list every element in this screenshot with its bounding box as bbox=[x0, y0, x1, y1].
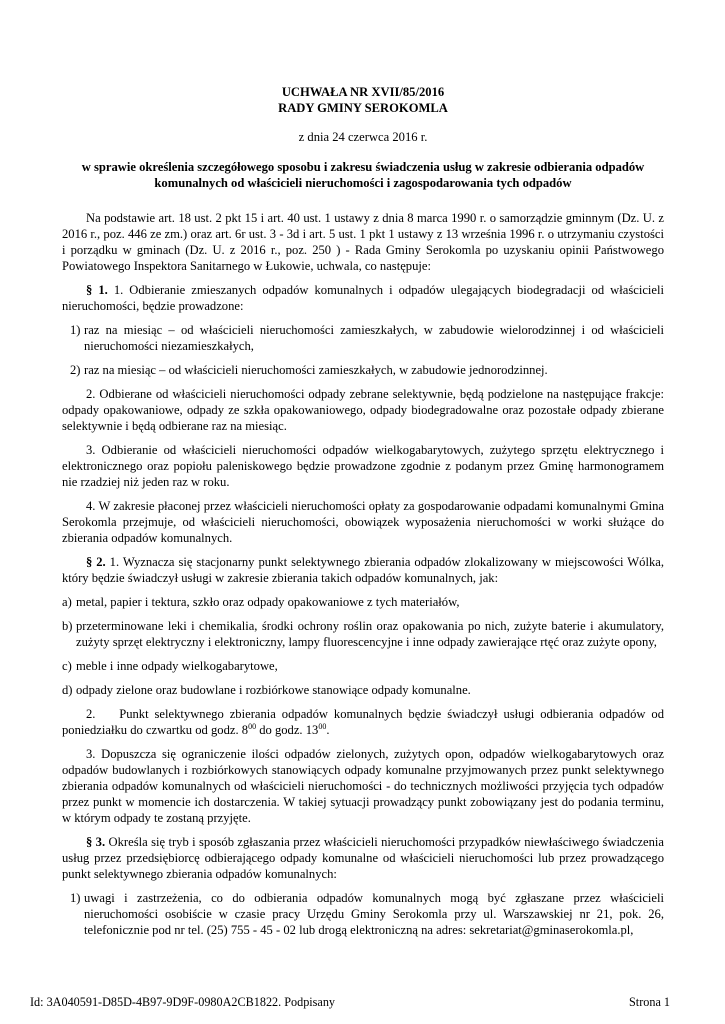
list-item bbox=[62, 682, 664, 698]
section-1-label: § 1. bbox=[86, 283, 108, 297]
hour-superscript: 00 bbox=[318, 722, 327, 731]
section-3-label: § 3. bbox=[86, 835, 106, 849]
resolution-title: UCHWAŁA NR XVII/85/2016 bbox=[281, 85, 445, 99]
page-footer bbox=[30, 994, 670, 1010]
section-3-paragraph-1 bbox=[62, 834, 664, 882]
section-2-paragraph-1 bbox=[62, 554, 664, 586]
section-1-p1-text: 1. Odbieranie zmieszanych odpadów komunalnych i odpadów ulegających biodegradacji od właścicieli nieruchomości, będzie prowadzone: bbox=[62, 283, 664, 313]
list-item-text: metal, papier i tektura, szkło oraz odpady opakowaniowe z tych materiałów, bbox=[76, 595, 460, 609]
list-item-text: uwagi i zastrzeżenia, co do odbierania odpadów komunalnych mogą być zgłaszane przez właścicieli nieruchomości osobiście w czasie pracy Urzędu Gminy Serokomla przy ul. Warszawskiej nr 21, pok. 26, telefonicznie pod nr tel. (25) 755 - 45 - 02 lub drogą elektroniczną na adres: sekretariat@gminaserokomla.pl, bbox=[84, 891, 664, 937]
section-2-paragraph-2 bbox=[62, 706, 664, 738]
list-item-number: 2) bbox=[70, 363, 81, 377]
document-id: Id: 3A040591-D85D-4B97-9D9F-0980A2CB1822. Podpisany bbox=[30, 995, 336, 1009]
council-name: RADY GMINY SEROKOMLA bbox=[278, 101, 448, 115]
list-item-number: 1) bbox=[70, 323, 81, 337]
list-item-text: meble i inne odpady wielkogabarytowe, bbox=[76, 659, 278, 673]
preamble: Na podstawie art. 18 ust. 2 pkt 15 i art. 40 ust. 1 ustawy z dnia 8 marca 1990 r. o samorządzie gminnym (Dz. U. z 2016 r., poz. 446 ze zm.) oraz art. 6r ust. 3 - 3d i art. 5 ust. 1 pkt 1 ustawy z 13 września 1996 r. o utrzymaniu czystości i porządku w gminach (Dz. U. z 2016 r., poz. 250 ) - Rada Gminy Serokomla po uzyskaniu opinii Państwowego Powiatowego Inspektora Sanitarnego w Łukowie, uchwala, co następuje: bbox=[62, 211, 664, 273]
list-item bbox=[70, 890, 664, 938]
section-1-paragraph-2: 2. Odbierane od właścicieli nieruchomości odpady zebrane selektywnie, będą podzielone na następujące frakcje: odpady opakowaniowe, odpady ze szkła opakowaniowego, odpady biodegradowalne oraz pozostałe odpady zbierane selektywnie i będą odbierane raz na miesiąc. bbox=[62, 387, 664, 433]
list-item-letter: d) bbox=[62, 683, 73, 697]
document-page bbox=[62, 84, 664, 938]
section-2-p2-text-c: . bbox=[326, 723, 330, 737]
list-item-text: odpady zielone oraz budowlane i rozbiórkowe stanowiące odpady komunalne. bbox=[76, 683, 471, 697]
page-number: Strona 1 bbox=[629, 995, 670, 1009]
list-item bbox=[62, 594, 664, 610]
section-2-p2-text-b: do godz. 13 bbox=[256, 723, 319, 737]
list-item bbox=[62, 658, 664, 674]
list-item-letter: b) bbox=[62, 619, 73, 633]
section-2-p1-text: 1. Wyznacza się stacjonarny punkt selektywnego zbierania odpadów zlokalizowany w miejscowości Wólka, który będzie świadczył usługi w zakresie zbierania takich odpadów komunalnych, jak: bbox=[62, 555, 664, 585]
resolution-subject: w sprawie określenia szczegółowego sposobu i zakresu świadczenia usług w zakresie odbierania odpadów komunalnych od właścicieli nieruchomości i zagospodarowania tych odpadów bbox=[81, 160, 645, 190]
hour-superscript: 00 bbox=[248, 722, 257, 731]
section-2-label: § 2. bbox=[86, 555, 106, 569]
section-3-p1-text: Określa się tryb i sposób zgłaszania przez właścicieli nieruchomości przypadków niewłaściwego świadczenia usług przez przedsiębiorcę odbierającego odpady komunalne od właścicieli nieruchomości lub przez prowadzącego punkt selektywnego zbierania odpadów komunalnych: bbox=[62, 835, 664, 881]
list-item bbox=[70, 362, 664, 378]
list-item-text: przeterminowane leki i chemikalia, środki ochrony roślin oraz opakowania po nich, zużyte baterie i akumulatory, zużyty sprzęt elektryczny i elektroniczny, lampy fluorescencyjne i inne odpady zawierające rtęć oraz zużyte opony, bbox=[76, 619, 664, 649]
list-item-text: raz na miesiąc – od właścicieli nieruchomości zamieszkałych, w zabudowie wielorodzinnej i od właścicieli nieruchomości niezamieszkałych, bbox=[84, 323, 664, 353]
list-item-letter: c) bbox=[62, 659, 72, 673]
section-1-paragraph-1 bbox=[62, 282, 664, 314]
section-1-paragraph-4: 4. W zakresie płaconej przez właścicieli nieruchomości opłaty za gospodarowanie odpadami komunalnymi Gmina Serokomla przejmuje, od właścicieli nieruchomości, obowiązek wyposażenia nieruchomości w worki służące do zbierania odpadów komunalnych. bbox=[62, 499, 664, 545]
section-2-p2-number: 2. bbox=[86, 707, 96, 721]
list-item-number: 1) bbox=[70, 891, 81, 905]
section-2-p2-text-a: Punkt selektywnego zbierania odpadów komunalnych będzie świadczył usługi odbierania odpadów od poniedziałku do czwartku od godz. 8 bbox=[62, 707, 664, 737]
list-item-text: raz na miesiąc – od właścicieli nieruchomości zamieszkałych, w zabudowie jednorodzinnej. bbox=[84, 363, 548, 377]
list-item bbox=[62, 618, 664, 650]
list-item bbox=[70, 322, 664, 354]
section-1-paragraph-3: 3. Odbieranie od właścicieli nieruchomości odpadów wielkogabarytowych, zużytego sprzętu elektrycznego i elektronicznego oraz popiołu paleniskowego będzie prowadzone zgodnie z podanym przez Gminę harmonogramem nie rzadziej niż jeden raz w roku. bbox=[62, 443, 664, 489]
section-2-paragraph-3: 3. Dopuszcza się ograniczenie ilości odpadów zielonych, zużytych opon, odpadów wielkogabarytowych oraz odpadów budowlanych i rozbiórkowych stanowiących odpady komunalne przyjmowanych przez punkt selektywnego zbierania odpadów komunalnych od właścicieli nieruchomości - do technicznych możliwości przyjęcia tych odpadów przez punkt w momencie ich dostarczenia. W takiej sytuacji prowadzący punkt zobowiązany jest do podania terminu, w którym odpady te zostaną przyjęte. bbox=[62, 747, 664, 825]
list-item-letter: a) bbox=[62, 595, 72, 609]
resolution-date: z dnia 24 czerwca 2016 r. bbox=[298, 130, 428, 144]
